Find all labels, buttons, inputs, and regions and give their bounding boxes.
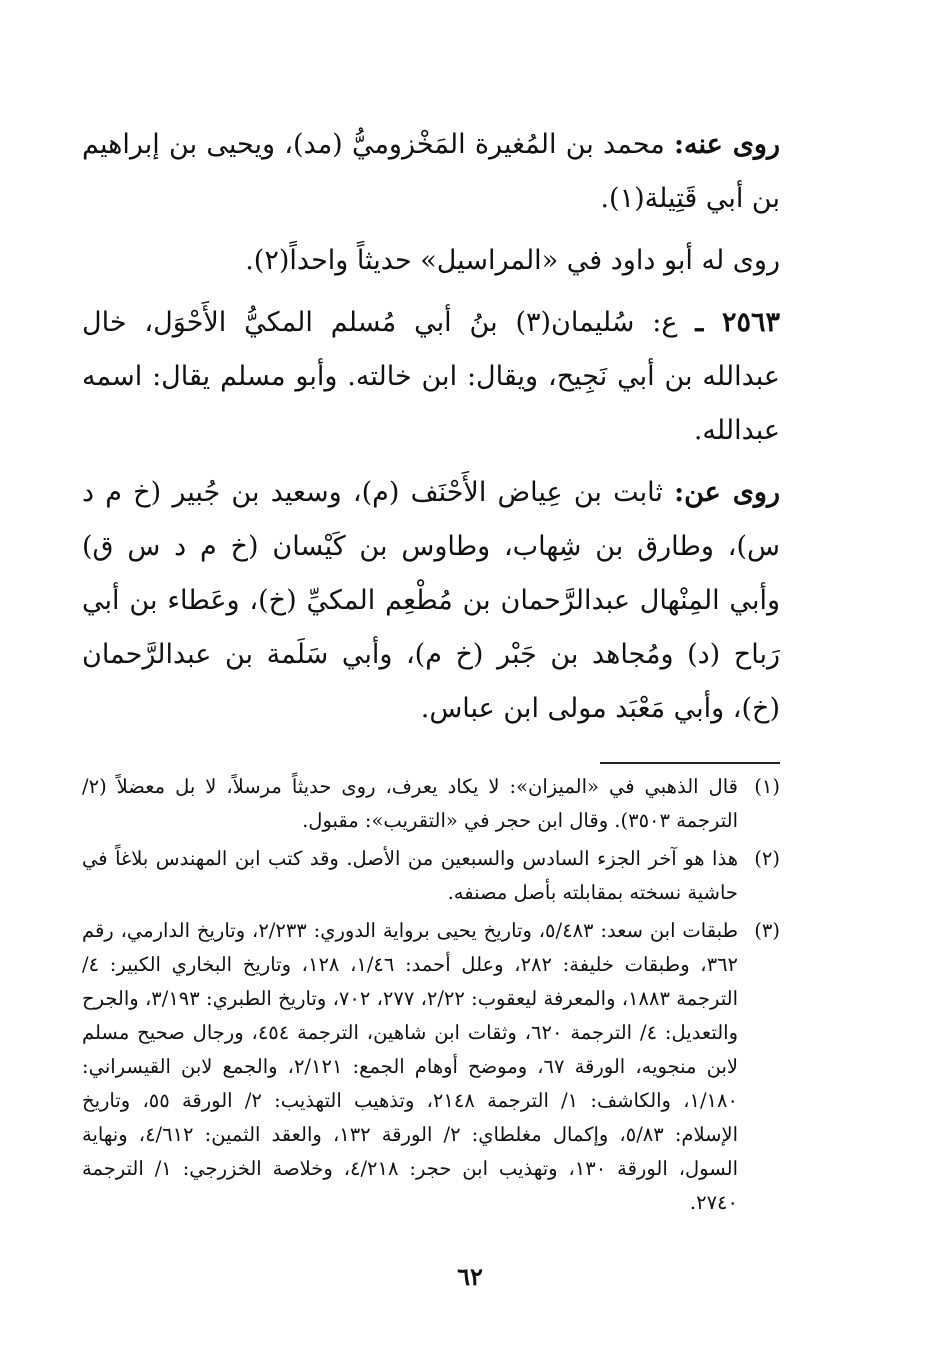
footnote-2 (82, 842, 780, 910)
footnote-3 (82, 914, 780, 1220)
footnotes (82, 770, 780, 1224)
paragraph-text: ثابت بن عِياض الأَحْنَف (م)، وسعيد بن جُبير (خ م د س)، وطارق بن شِهاب، وطاوس بن كَيْسان (خ م د س ق) وأبي المِنْهال عبدالرَّحمان بن مُطْعِم المكيِّ (خ)، وعَطاء بن أبي رَباح (د) ومُجاهد بن جَبْر (خ م)، وأبي سَلَمة بن عبدالرَّحمان (خ)، وأبي مَعْبَد مولى ابن عباس. (82, 477, 780, 724)
paragraph-lead: روى عنه: (674, 129, 780, 160)
paragraph-text: روى له أبو داود في «المراسيل» حديثاً واحداً(٢). (245, 245, 780, 276)
main-text (82, 118, 780, 744)
footnote-number: (٢) (754, 847, 780, 870)
page-number: ٦٢ (457, 1262, 483, 1291)
paragraph-text: محمد بن المُغيرة المَخْزوميُّ (مد)، ويحيى بن إبراهيم بن أبي قَتِيلة(١). (82, 129, 780, 214)
paragraph-lead: روى عن: (674, 477, 780, 508)
footnote-number: (١) (754, 775, 780, 798)
footnote-text: قال الذهبي في «الميزان»: لا يكاد يعرف، روى حديثاً مرسلاً، لا بل معضلاً (٢/ الترجمة ٣٥٠٣). وقال ابن حجر في «التقريب»: مقبول. (82, 775, 738, 832)
footnote-text: هذا هو آخر الجزء السادس والسبعين من الأصل. وقد كتب ابن المهندس بلاغاً في حاشية نسخته بمقابلته بأصل مصنفه. (82, 847, 738, 904)
footnote-number: (٣) (754, 919, 780, 942)
entry-number: ٢٥٦٣ ـ (695, 307, 781, 338)
paragraph-narrated-from (82, 466, 780, 736)
entry-heading-2563 (82, 296, 780, 458)
paragraph-text: ع: سُليمان(٣) بنُ أبي مُسلم المكيُّ الأَحْوَل، خال عبدالله بن أبي نَجِيح، ويقال: ابن خالته. وأبو مسلم يقال: اسمه عبدالله. (82, 307, 780, 446)
paragraph-abu-dawud-note (82, 234, 780, 288)
footnote-text: طبقات ابن سعد: ٥/٤٨٣، وتاريخ يحيى برواية الدوري: ٢/٢٣٣، وتاريخ الدارمي، رقم ٣٦٢، وطبقات خليفة: ٢٨٢، وعلل أحمد: ١/٤٦، ١٢٨، وتاريخ البخاري الكبير: ٤/ الترجمة ١٨٨٣، والمعرفة ليعقوب: ٢/٢٢، ٢٧٧، ٧٠٢، وتاريخ الطبري: ٣/١٩٣، والجرح والتعديل: ٤/ الترجمة ٦٢٠، وثقات ابن شاهين، الترجمة ٤٥٤، ورجال صحيح مسلم لابن منجويه، الورقة ٦٧، وموضح أوهام الجمع: ٢/١٢١، والجمع لابن القيسراني: ١/١٨٠، والكاشف: ١/ الترجمة ٢١٤٨، وتذهيب التهذيب: ٢/ الورقة ٥٥، وتاريخ الإسلام: ٥/٨٣، وإكمال مغلطاي: ٢/ الورقة ١٣٢، والعقد الثمين: ٤/٦١٢، ونهاية السول، الورقة ١٣٠، وتهذيب ابن حجر: ٤/٢١٨، وخلاصة الخزرجي: ١/ الترجمة ٢٧٤٠. (82, 919, 739, 1214)
footnote-1 (82, 770, 780, 838)
paragraph-narrators-from-him (82, 118, 780, 226)
footnote-divider (600, 762, 780, 764)
